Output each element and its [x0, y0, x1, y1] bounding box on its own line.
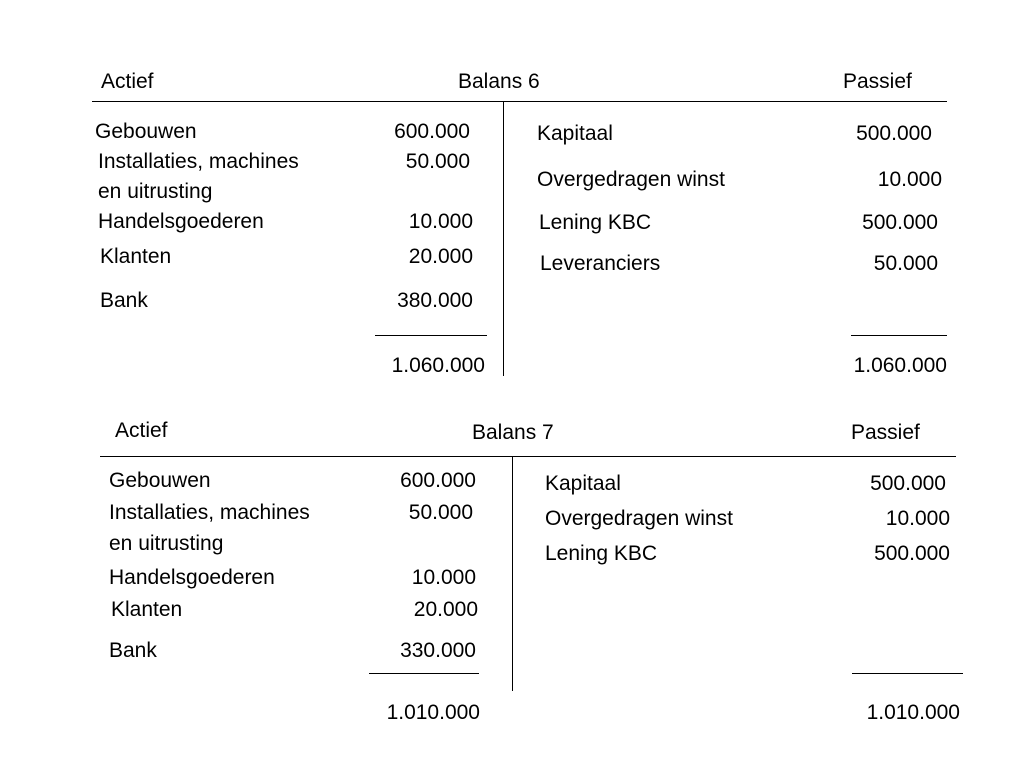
passief-total: 1.010.000 [866, 701, 960, 724]
actief-item-label: Gebouwen [95, 120, 197, 143]
passief-item-value: 500.000 [856, 122, 932, 145]
passief-item-label: Lening KBC [539, 211, 652, 234]
passief-item-value: 10.000 [877, 168, 942, 191]
passief-item-value: 500.000 [874, 542, 950, 565]
t-account-divider [512, 456, 513, 691]
passief-total-rule [852, 673, 963, 674]
passief-item-label: Overgedragen winst [545, 507, 733, 530]
actief-item-label: Gebouwen [109, 469, 211, 492]
actief-item-value: 380.000 [397, 289, 473, 312]
passief-total-rule [851, 335, 947, 336]
actief-item-value: 50.000 [405, 150, 470, 173]
passief-item-label: Overgedragen winst [537, 168, 725, 191]
actief-item-label-continued: en uitrusting [98, 180, 213, 203]
actief-item-label: Handelsgoederen [98, 210, 264, 233]
actief-item-label: Installaties, machines [98, 150, 299, 173]
passief-total: 1.060.000 [853, 354, 947, 377]
actief-item-value: 20.000 [408, 245, 473, 268]
actief-total: 1.060.000 [391, 354, 485, 377]
passief-item-value: 10.000 [885, 507, 950, 530]
balance-title: Balans 6 [458, 70, 540, 93]
actief-total: 1.010.000 [386, 701, 480, 724]
passief-header: Passief [843, 70, 912, 93]
passief-item-label: Lening KBC [545, 542, 658, 565]
actief-item-label: Klanten [100, 245, 172, 268]
passief-item-value: 500.000 [870, 472, 946, 495]
passief-item-value: 50.000 [873, 252, 938, 275]
actief-item-label: Bank [109, 639, 157, 662]
passief-item-label: Kapitaal [537, 122, 613, 145]
t-account-divider [503, 101, 504, 376]
passief-header: Passief [851, 421, 920, 444]
actief-total-rule [375, 335, 487, 336]
actief-item-value: 10.000 [411, 566, 476, 589]
actief-item-label: Installaties, machines [109, 501, 310, 524]
actief-header: Actief [115, 419, 168, 442]
actief-item-value: 10.000 [408, 210, 473, 233]
passief-item-label: Leveranciers [540, 252, 661, 275]
actief-item-value: 600.000 [400, 469, 476, 492]
header-divider [100, 456, 956, 457]
passief-item-label: Kapitaal [545, 472, 621, 495]
passief-item-value: 500.000 [862, 211, 938, 234]
actief-item-value: 330.000 [400, 639, 476, 662]
actief-item-label-continued: en uitrusting [109, 532, 224, 555]
header-divider [92, 101, 947, 102]
actief-item-value: 50.000 [408, 501, 473, 524]
actief-item-label: Klanten [111, 598, 183, 621]
actief-item-value: 600.000 [394, 120, 470, 143]
actief-item-label: Bank [100, 289, 148, 312]
actief-item-value: 20.000 [413, 598, 478, 621]
actief-total-rule [369, 673, 479, 674]
actief-header: Actief [101, 70, 154, 93]
balance-title: Balans 7 [472, 421, 554, 444]
actief-item-label: Handelsgoederen [109, 566, 275, 589]
